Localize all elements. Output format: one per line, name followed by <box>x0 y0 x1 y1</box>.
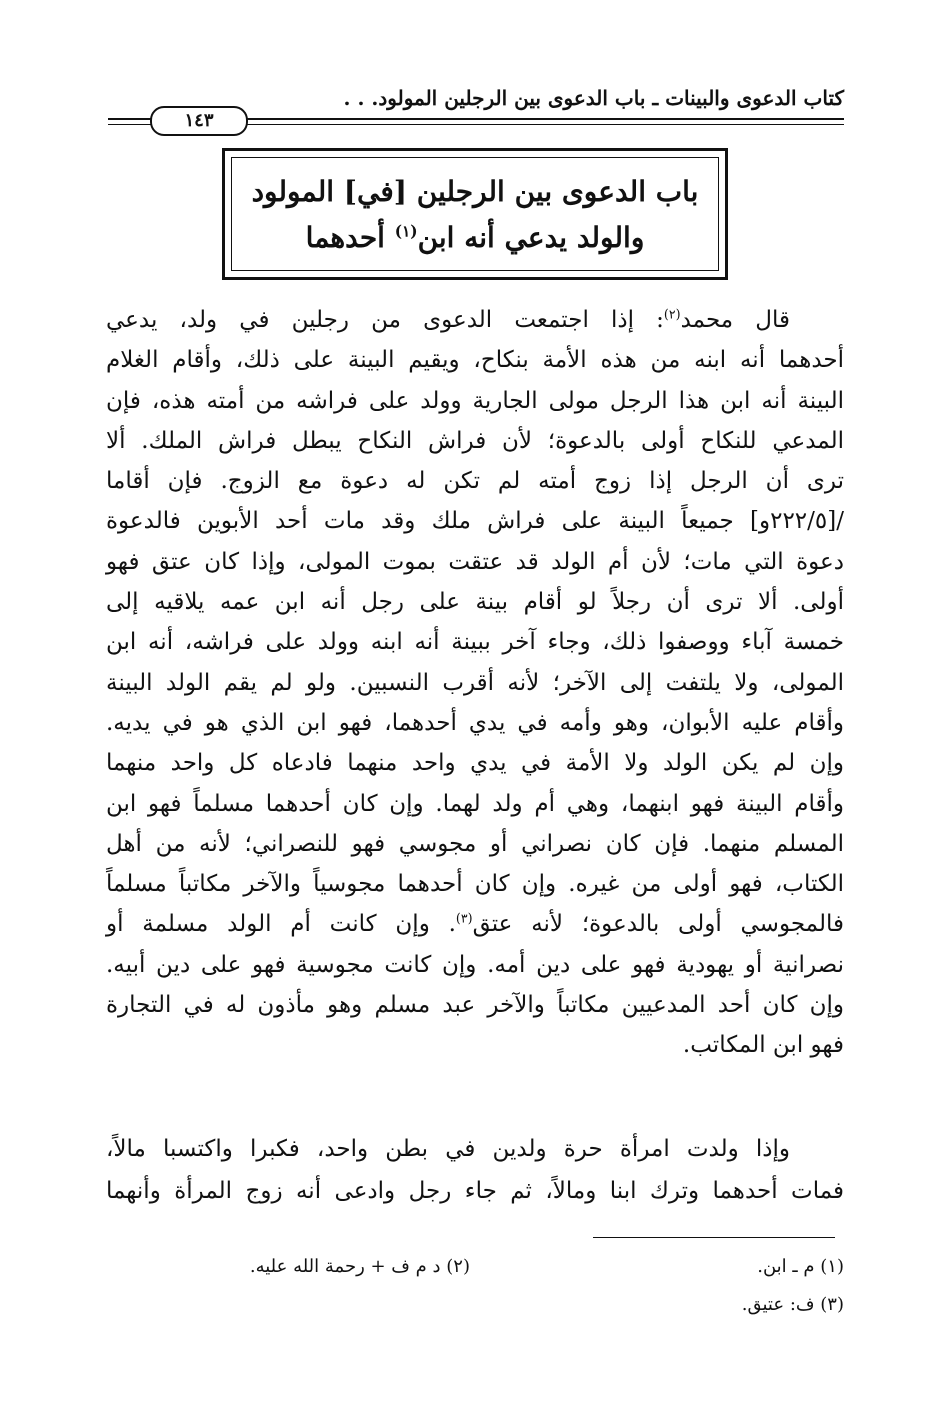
text-line: فمات أحدهما وترك ابنا ومالاً، ثم جاء رجل وادعى أنه زوج المرأة وأنهما <box>106 1178 844 1204</box>
text-line: أحدهما أنه ابنه من هذه الأمة بنكاح، ويقيم البينة على ذلك، وأقام الغلام <box>106 347 844 374</box>
footnote-ref-2: (٢) <box>663 306 681 322</box>
footnote-separator <box>593 1237 835 1238</box>
footnote-1: (١) م ـ ابن. <box>757 1256 844 1277</box>
footnote-2: (٢) د م ف + رحمة الله عليه. <box>249 1256 470 1277</box>
text-line: قال محمد$^{(٢)}$: إذا اجتمعت الدعوى من رجلين في ولد، يدعي <box>106 306 790 333</box>
text-line: خمسة آباء ووصفوا ذلك، وجاء آخر ببينة أنه ابنه وولد على فراشه، أنه ابن <box>106 629 844 656</box>
text-line: فهو ابن المكاتب. <box>682 1032 844 1059</box>
page-number-badge: ١٤٣ <box>150 106 248 136</box>
text-line: المولى، ولا يلتفت إلى الآخر؛ لأنه أقرب النسبين. ولو لم يقم الولد البينة <box>106 669 844 696</box>
text-line: البينة أنه ابن هذا الرجل مولى الجارية وولد على فراشه من أمته هذه، فإن <box>106 387 844 414</box>
footnote-ref-1: (١) <box>394 222 418 241</box>
chapter-title-line-2-start: والولد يدعي أنه ابن <box>417 221 645 254</box>
main-paragraph <box>106 300 844 1066</box>
text-line: الكتاب، فهو أولى من غيره. وإن كان أحدهما مجوسياً والآخر مكاتباً مسلماً <box>106 871 844 898</box>
footnote-ref-3: (٣) <box>455 910 473 926</box>
running-header <box>108 78 844 130</box>
chapter-title-line-2-end: أحدهما <box>305 221 395 254</box>
second-paragraph <box>106 1128 844 1212</box>
text-line: وإن كان أحد المدعيين مكاتباً والآخر عبد مسلم وهو مأذون له في التجارة <box>106 992 844 1019</box>
text-line: دعوة التي مات؛ لأن أم الولد قد عتقت بموت المولى، وإذا كان عتق فهو <box>106 548 844 575</box>
text-line: وإن لم يكن الولد ولا الأمة في يدي واحد منهما فادعاه كل واحد منهما <box>106 750 844 777</box>
text-line: المسلم منهما. فإن كان نصراني أو مجوسي فهو للنصراني؛ لأنه من أهل <box>106 830 844 857</box>
text-line: وإذا ولدت امرأة حرة ولدين في بطن واحد، فكبرا واكتسبا مالاً، <box>106 1136 790 1162</box>
text-line: فالمجوسي أولى بالدعوة؛ لأنه عتق$^{(٣)}$. وإن كانت أم الولد مسلمة أو <box>106 910 844 938</box>
chapter-title-frame <box>222 148 728 280</box>
text-line: وأقام عليه الأبوان، وهو وأمه في يدي أحدهما، فهو ابن الذي هو في يديه. <box>106 709 844 736</box>
chapter-title <box>225 169 725 261</box>
text-line: ترى أن الرجل إذا زوج أمته لم تكن له دعوة مع الزوج. فإن أقاما <box>106 468 844 495</box>
text-line: نصرانية أو يهودية فهو على دين أمه. وإن كانت مجوسية فهو على دين أبيه. <box>106 951 844 978</box>
text-line: المدعي للنكاح أولى بالدعوة؛ لأن فراش النكاح يبطل فراش الملك. ألا <box>106 427 844 454</box>
chapter-title-line-1: باب الدعوى بين الرجلين [في] المولود <box>251 175 699 208</box>
chapter-title-line-2 <box>225 215 725 261</box>
running-title: كتاب الدعوى والبينات ـ باب الدعوى بين الرجلين المولود. . . <box>343 86 844 110</box>
text-line: أولى. ألا ترى أن رجلاً لو أقام بينة على رجل أنه ابن عمه يلاقيه إلى <box>106 589 844 616</box>
footnote-3: (٣) ف: عتيق. <box>741 1294 844 1315</box>
text-line: /[٢٢٢/٥و] جميعاً البينة على فراش ملك وقد مات أحد الأبوين فالدعوة <box>106 508 844 535</box>
text-line: وأقام البينة فهو ابنهما، وهي أم ولد لهما. وإن كان أحدهما مسلماً فهو ابن <box>106 790 844 817</box>
